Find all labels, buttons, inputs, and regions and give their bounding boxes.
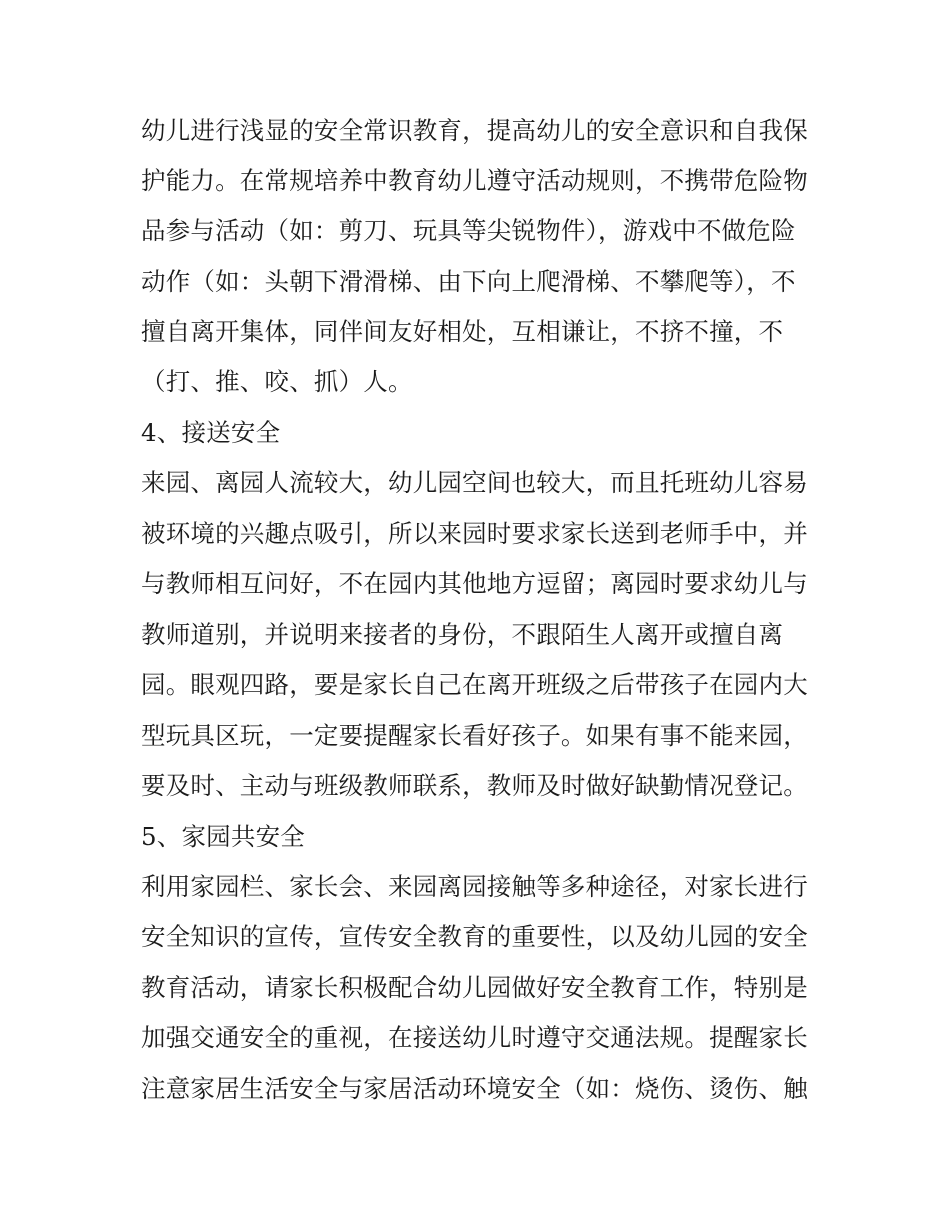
text-line: 幼儿进行浅显的安全常识教育，提高幼儿的安全意识和自我保 (141, 116, 808, 145)
text-line: 动作（如：头朝下滑滑梯、由下向上爬滑梯、不攀爬等），不 (141, 267, 796, 296)
text-line: 要及时、主动与班级教师联系，教师及时做好缺勤情况登记。 (141, 771, 808, 800)
text-line: 品参与活动（如：剪刀、玩具等尖锐物件），游戏中不做危险 (141, 216, 796, 245)
text-line: （打、推、咬、抓）人。 (141, 367, 413, 396)
text-line: 被环境的兴趣点吸引，所以来园时要求家长送到老师手中，并 (141, 519, 808, 548)
section-heading: 4、接送安全 (141, 418, 281, 447)
text-line: 教育活动，请家长积极配合幼儿园做好安全教育工作，特别是 (141, 973, 808, 1002)
text-line: 加强交通安全的重视，在接送幼儿时遵守交通法规。提醒家长 (141, 1023, 808, 1052)
text-line: 注意家居生活安全与家居活动环境安全（如：烧伤、烫伤、触 (141, 1074, 808, 1103)
text-line: 与教师相互问好，不在园内其他地方逗留；离园时要求幼儿与 (141, 569, 808, 598)
text-line: 利用家园栏、家长会、来园离园接触等多种途径，对家长进行 (141, 872, 808, 901)
text-line: 型玩具区玩，一定要提醒家长看好孩子。如果有事不能来园， (141, 721, 808, 750)
text-line: 园。眼观四路，要是家长自己在离开班级之后带孩子在园内大 (141, 670, 808, 699)
text-line: 来园、离园人流较大，幼儿园空间也较大，而且托班幼儿容易 (141, 468, 808, 497)
text-line: 安全知识的宣传，宣传安全教育的重要性，以及幼儿园的安全 (141, 922, 808, 951)
text-line: 教师道别，并说明来接者的身份，不跟陌生人离开或擅自离 (141, 620, 784, 649)
text-line: 擅自离开集体，同伴间友好相处，互相谦让，不挤不撞，不 (141, 317, 784, 346)
text-line: 护能力。在常规培养中教育幼儿遵守活动规则，不携带危险物 (141, 166, 808, 195)
section-heading: 5、家园共安全 (141, 822, 305, 851)
